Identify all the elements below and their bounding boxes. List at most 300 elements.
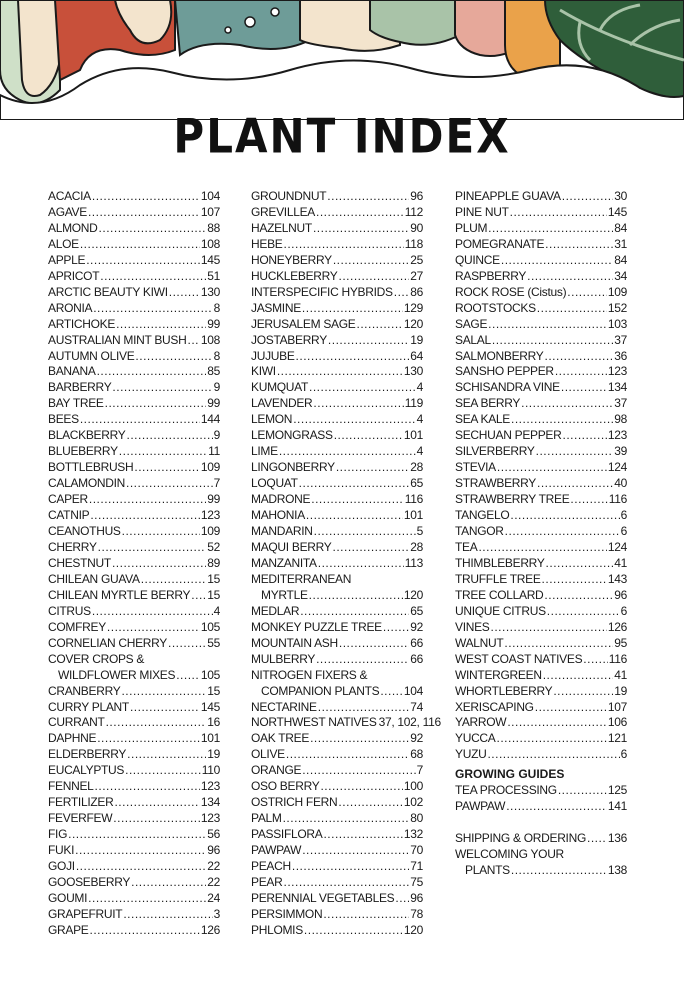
entry-name: HUCKLEBERRY	[251, 268, 338, 283]
index-entry	[48, 604, 220, 620]
index-entry	[455, 799, 627, 815]
entry-name: SAGE	[455, 316, 488, 331]
dot-leader	[283, 875, 409, 887]
entry-name: TRUFFLE TREE	[455, 571, 541, 586]
entry-name: PLANTS	[465, 863, 510, 878]
index-entry	[455, 524, 627, 540]
index-entry	[455, 396, 627, 412]
dot-leader	[90, 923, 200, 935]
dot-leader	[537, 476, 613, 488]
index-entry	[251, 205, 423, 221]
index-entry	[48, 700, 220, 716]
entry-page-number: 102	[403, 795, 423, 810]
entry-name: CRANBERRY	[48, 683, 121, 698]
index-entry	[251, 700, 423, 716]
entry-page-number: 121	[607, 731, 627, 746]
dot-leader	[130, 700, 200, 712]
entry-page-number: 9	[213, 380, 220, 395]
entry-page-number: 132	[403, 827, 423, 842]
entry-name: JERUSALEM SAGE	[251, 316, 356, 331]
dot-leader	[187, 333, 199, 345]
dot-leader	[545, 237, 613, 249]
entry-page-number: 99	[207, 396, 220, 411]
entry-name: SHIPPING & ORDERING	[455, 831, 586, 846]
index-entry	[251, 412, 423, 428]
index-entry	[48, 285, 220, 301]
entry-name: MONKEY PUZZLE TREE	[251, 619, 382, 634]
entry-page-number: 22	[207, 874, 220, 889]
dot-leader	[122, 524, 200, 536]
entry-page-number: 123	[200, 811, 220, 826]
entry-name: WILDFLOWER MIXES	[58, 667, 176, 682]
dot-leader	[521, 396, 613, 408]
entry-name: GREVILLEA	[251, 204, 315, 219]
dot-leader	[304, 923, 403, 935]
entry-page-number: 99	[207, 316, 220, 331]
dot-leader	[320, 779, 402, 791]
dot-leader	[339, 636, 409, 648]
index-entry	[48, 907, 220, 923]
entry-name: AUTUMN OLIVE	[48, 348, 135, 363]
entry-name: ELDERBERRY	[48, 747, 127, 762]
dot-leader	[536, 444, 614, 456]
dot-leader	[88, 205, 200, 217]
index-entry	[48, 205, 220, 221]
dot-leader	[93, 301, 212, 313]
entry-name: GROUNDNUT	[251, 189, 327, 203]
entry-name: ARONIA	[48, 300, 93, 315]
entry-page-number: 107	[607, 699, 627, 714]
index-entry	[455, 620, 627, 636]
entry-page-number: 39	[614, 444, 627, 459]
dot-leader	[176, 668, 200, 680]
index-entry	[455, 253, 627, 269]
entry-page-number: 4	[416, 444, 423, 459]
dot-leader	[334, 428, 403, 440]
entry-name: MULBERRY	[251, 651, 316, 666]
index-entry	[251, 684, 423, 700]
dot-leader	[95, 779, 200, 791]
entry-name: MEDLAR	[251, 603, 300, 618]
entry-page-number: 31	[614, 236, 627, 251]
entry-name: PALM	[251, 811, 282, 826]
dot-leader	[112, 380, 212, 392]
entry-name: TANGELO	[455, 508, 510, 523]
entry-name: SALMONBERRY	[455, 348, 544, 363]
index-entry	[455, 731, 627, 747]
index-entry	[455, 333, 627, 349]
index-entry	[455, 715, 627, 731]
entry-name: TEA	[455, 539, 478, 554]
entry-page-number: 130	[200, 284, 220, 299]
entry-name: PINE NUT	[455, 204, 509, 219]
entry-page-number: 55	[207, 635, 220, 650]
growing-guides-heading: GROWING GUIDES	[455, 767, 565, 782]
entry-name: FIG	[48, 827, 68, 842]
entry-name: AGAVE	[48, 204, 87, 219]
entry-name: MAHONIA	[251, 508, 305, 523]
entry-name: POMEGRANATE	[455, 236, 545, 251]
entry-name: KIWI	[251, 364, 276, 379]
index-entry	[251, 604, 423, 620]
index-entry	[48, 827, 220, 843]
entry-name: GOJI	[48, 859, 75, 874]
entry-name: GRAPE	[48, 922, 89, 937]
dot-leader	[336, 460, 409, 472]
dot-leader	[338, 795, 402, 807]
entry-name: PAWPAW	[455, 799, 506, 814]
dot-leader	[313, 221, 409, 233]
index-entry	[48, 524, 220, 540]
entry-name: CATNIP	[48, 508, 90, 523]
entry-page-number: 66	[410, 651, 423, 666]
entry-page-number: 126	[607, 619, 627, 634]
entry-page-number: 7	[416, 763, 423, 778]
entry-page-number: 124	[607, 539, 627, 554]
index-entry	[251, 269, 423, 285]
dot-leader	[535, 700, 607, 712]
dot-leader	[121, 684, 206, 696]
index-entry	[48, 253, 220, 269]
entry-page-number: 104	[403, 683, 423, 698]
dot-leader	[478, 540, 606, 552]
entry-page-number: 25	[410, 252, 423, 267]
entry-page-number: 22	[207, 859, 220, 874]
entry-page-number: 134	[607, 380, 627, 395]
entry-page-number: 9	[213, 428, 220, 443]
index-entry	[251, 301, 423, 317]
index-entry	[48, 620, 220, 636]
entry-name: SALAL	[455, 332, 491, 347]
dot-leader	[277, 364, 403, 376]
entry-page-number: 141	[607, 799, 627, 814]
index-entry	[455, 317, 627, 333]
index-entry	[251, 492, 423, 508]
index-entry	[455, 428, 627, 444]
entry-name: SECHUAN PEPPER	[455, 428, 562, 443]
index-entry	[251, 923, 423, 939]
entry-name: XERISCAPING	[455, 699, 534, 714]
index-entry	[251, 763, 423, 779]
entry-name: KUMQUAT	[251, 380, 309, 395]
entry-page-number: 27	[410, 268, 423, 283]
entry-page-number: 96	[410, 189, 423, 203]
dot-leader	[123, 907, 212, 919]
index-entry	[48, 476, 220, 492]
entry-page-number: 120	[403, 587, 423, 602]
entry-name: COMPANION PLANTS	[261, 683, 380, 698]
index-entry	[251, 588, 423, 604]
index-entry	[251, 891, 423, 907]
entry-page-number: 120	[403, 922, 423, 937]
dot-leader	[505, 524, 620, 536]
entry-page-number: 130	[403, 364, 423, 379]
dot-leader	[135, 349, 212, 361]
index-column-3	[455, 189, 627, 879]
entry-page-number: 6	[620, 747, 627, 762]
index-entry	[455, 189, 627, 205]
entry-page-number: 118	[404, 236, 423, 251]
entry-name: CHILEAN MYRTLE BERRY	[48, 587, 191, 602]
dot-leader	[563, 428, 607, 440]
index-entry	[48, 763, 220, 779]
entry-page-number: 106	[607, 715, 627, 730]
entry-page-number: 37	[614, 396, 627, 411]
entry-name: DAPHNE	[48, 731, 97, 746]
entry-page-number: 107	[200, 204, 220, 219]
dot-leader	[327, 189, 409, 201]
entry-name: ARTICHOKE	[48, 316, 116, 331]
dot-leader	[527, 269, 613, 281]
dot-leader	[357, 317, 403, 329]
entry-name: NECTARINE	[251, 699, 317, 714]
index-entry	[251, 731, 423, 747]
entry-name: CHILEAN GUAVA	[48, 571, 140, 586]
decorative-banner	[0, 0, 684, 120]
dot-leader	[313, 396, 403, 408]
entry-name: SEA BERRY	[455, 396, 521, 411]
index-entry	[251, 827, 423, 843]
entry-page-number: 8	[213, 300, 220, 315]
dot-leader	[510, 508, 619, 520]
dot-leader	[299, 476, 410, 488]
index-entry	[251, 636, 423, 652]
index-entry	[251, 508, 423, 524]
dot-leader	[570, 492, 607, 504]
entry-page-number: 108	[200, 236, 220, 251]
entry-page-number: 96	[614, 587, 627, 602]
entry-name: YUCCA	[455, 731, 496, 746]
index-entry	[48, 588, 220, 604]
dot-leader	[105, 396, 207, 408]
index-entry	[455, 747, 627, 763]
index-entry	[455, 831, 627, 847]
dot-leader	[296, 349, 410, 361]
dot-leader	[292, 859, 409, 871]
dot-leader	[283, 811, 410, 823]
entry-name: NORTHWEST NATIVES	[251, 715, 377, 730]
index-entry	[48, 460, 220, 476]
index-entry	[455, 221, 627, 237]
entry-page-number: 28	[410, 460, 423, 475]
index-entry	[251, 652, 423, 668]
entry-page-number: 40	[614, 476, 627, 491]
entry-name: PLUM	[455, 220, 488, 235]
index-entry	[48, 715, 220, 731]
dot-leader	[134, 460, 199, 472]
index-entry	[48, 923, 220, 939]
dot-leader	[491, 620, 607, 632]
entry-name: FEVERFEW	[48, 811, 113, 826]
entry-name: STRAWBERRY	[455, 476, 537, 491]
index-entry	[48, 364, 220, 380]
entry-name: EUCALYPTUS	[48, 763, 125, 778]
entry-name: BAY TREE	[48, 396, 104, 411]
entry-name: OAK TREE	[251, 731, 310, 746]
entry-page-number: 112	[404, 204, 423, 219]
entry-page-number: 113	[404, 555, 423, 570]
dot-leader	[302, 301, 403, 313]
index-entry	[455, 783, 627, 799]
index-entry	[48, 795, 220, 811]
entry-page-number: 103	[607, 316, 627, 331]
entry-name: FUKI	[48, 843, 75, 858]
entry-page-number: 41	[614, 555, 627, 570]
dot-leader	[309, 380, 416, 392]
index-entry	[251, 364, 423, 380]
dot-leader	[112, 556, 206, 568]
index-entry	[48, 189, 220, 205]
entry-page-number: 19	[614, 683, 627, 698]
entry-page-number: 116	[404, 492, 423, 507]
entry-page-number: 28	[410, 539, 423, 554]
dot-leader	[328, 333, 409, 345]
dot-leader	[90, 508, 200, 520]
dot-leader	[286, 747, 409, 759]
entry-page-number: 15	[207, 571, 220, 586]
entry-page-number: 96	[410, 890, 423, 905]
index-entry	[251, 189, 423, 205]
index-entry	[48, 875, 220, 891]
entry-page-number: 120	[403, 316, 423, 331]
entry-page-number: 109	[607, 284, 627, 299]
index-column-2	[251, 189, 441, 939]
entry-page-number: 7	[213, 476, 220, 491]
entry-page-number: 109	[200, 524, 220, 539]
entry-page-number: 145	[200, 252, 220, 267]
index-entry	[48, 301, 220, 317]
entry-page-number: 101	[200, 731, 220, 746]
index-entry	[251, 333, 423, 349]
dot-leader	[119, 444, 207, 456]
dot-leader	[92, 189, 200, 201]
entry-page-number: 4	[416, 412, 423, 427]
dot-leader	[553, 684, 613, 696]
entry-page-number: 8	[213, 348, 220, 363]
index-entry	[48, 428, 220, 444]
entry-page-number: 119	[404, 396, 423, 411]
dot-leader	[333, 253, 409, 265]
entry-name: BANANA	[48, 364, 96, 379]
index-entry	[455, 412, 627, 428]
index-entry	[48, 221, 220, 237]
dot-leader	[68, 827, 206, 839]
entry-name: JUJUBE	[251, 348, 295, 363]
entry-page-number: 126	[200, 922, 220, 937]
entry-name: QUINCE	[455, 252, 500, 267]
dot-leader	[497, 460, 607, 472]
entry-name: WALNUT	[455, 635, 504, 650]
index-entry	[251, 859, 423, 875]
entry-name: PASSIFLORA	[251, 827, 323, 842]
dot-leader	[587, 831, 607, 843]
index-entry	[251, 875, 423, 891]
index-entry-heading: COVER CROPS &	[48, 651, 145, 666]
entry-name: LIME	[251, 444, 278, 459]
entry-name: MOUNTAIN ASH	[251, 635, 338, 650]
entry-page-number: 80	[410, 811, 423, 826]
dot-leader	[126, 428, 212, 440]
index-entry	[455, 492, 627, 508]
entry-page-number: 109	[200, 460, 220, 475]
dot-leader	[107, 620, 200, 632]
entry-page-number: 86	[410, 284, 423, 299]
entry-name: BLACKBERRY	[48, 428, 126, 443]
entry-page-number: 89	[207, 555, 220, 570]
index-column-1	[48, 189, 220, 939]
entry-page-number: 41	[614, 667, 627, 682]
entry-page-number: 64	[410, 348, 423, 363]
index-entry-heading: MEDITERRANEAN	[251, 571, 352, 586]
entry-page-number: 3	[213, 906, 220, 921]
dot-leader	[504, 636, 613, 648]
entry-name: LAVENDER	[251, 396, 313, 411]
dot-leader	[339, 269, 410, 281]
index-entry	[455, 863, 627, 879]
dot-leader	[127, 747, 206, 759]
entry-page-number: 144	[200, 412, 220, 427]
entry-name: CAPER	[48, 492, 88, 507]
index-entry	[455, 301, 627, 317]
entry-page-number: 123	[200, 508, 220, 523]
dot-leader	[131, 875, 206, 887]
entry-name: STRAWBERRY TREE	[455, 492, 570, 507]
entry-page-number: 19	[207, 747, 220, 762]
dot-leader	[555, 364, 607, 376]
index-entry	[48, 269, 220, 285]
dot-leader	[316, 652, 409, 664]
index-entry	[251, 221, 423, 237]
index-entry	[455, 700, 627, 716]
entry-page-number: 51	[207, 268, 220, 283]
index-entry	[48, 492, 220, 508]
dot-leader	[544, 588, 613, 600]
dot-leader	[97, 731, 200, 743]
dot-leader	[547, 604, 620, 616]
entry-page-number: 4	[213, 603, 220, 618]
entry-page-number: 15	[207, 683, 220, 698]
entry-name: ROOTSTOCKS	[455, 300, 536, 315]
page-title: PLANT INDEX	[173, 109, 511, 164]
entry-page-number: 105	[200, 667, 220, 682]
dot-leader	[501, 253, 613, 265]
entry-name: CHERRY	[48, 539, 97, 554]
index-entry	[48, 556, 220, 572]
index-entry	[251, 396, 423, 412]
dot-leader	[558, 783, 607, 795]
entry-page-number: 75	[410, 874, 423, 889]
index-entry	[251, 779, 423, 795]
entry-page-number: 52	[207, 539, 220, 554]
dot-leader	[311, 492, 404, 504]
entry-page-number: 123	[607, 428, 627, 443]
dot-leader	[323, 907, 409, 919]
index-entry	[251, 747, 423, 763]
entry-name: MAQUI BERRY	[251, 539, 332, 554]
dot-leader	[562, 189, 613, 201]
index-entry	[48, 237, 220, 253]
index-entry	[48, 572, 220, 588]
index-entry	[251, 444, 423, 460]
index-entry	[48, 444, 220, 460]
entry-page-number: 123	[607, 364, 627, 379]
entry-name: YARROW	[455, 715, 507, 730]
entry-page-number: 123	[200, 779, 220, 794]
entry-page-number: 88	[207, 220, 220, 235]
entry-page-number: 37, 102, 116	[378, 715, 441, 730]
entry-name: WINTERGREEN	[455, 667, 542, 682]
index-entry-heading: NITROGEN FIXERS &	[251, 667, 368, 682]
